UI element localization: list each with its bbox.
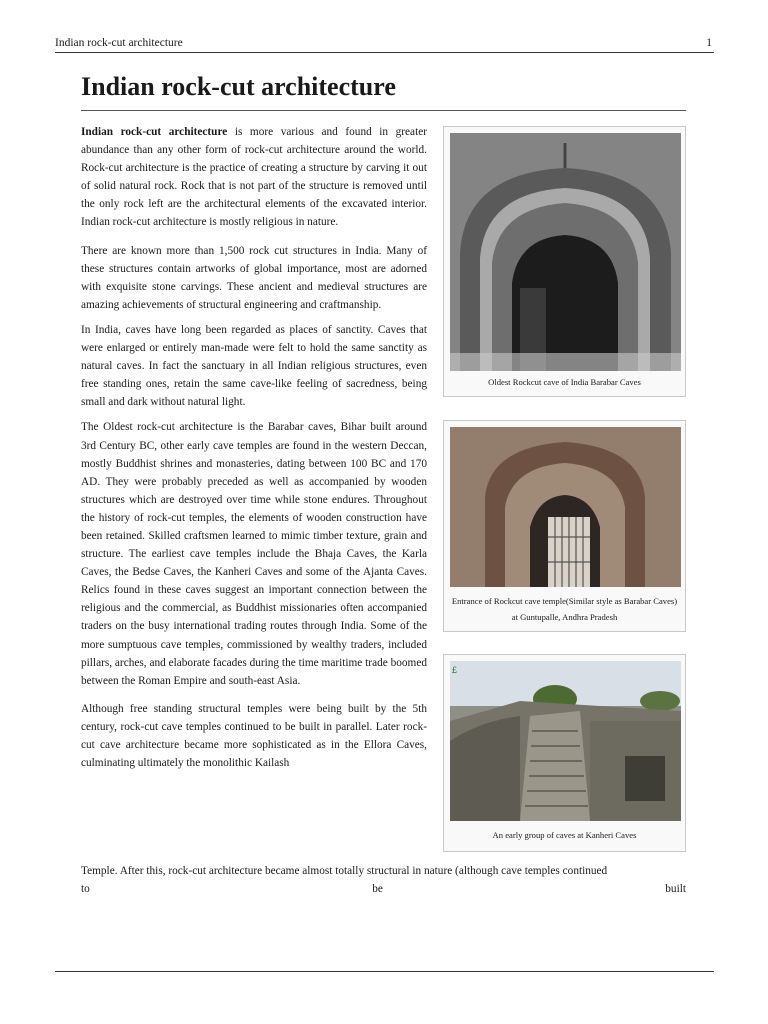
figure-caption: An early group of caves at Kanheri Caves — [492, 830, 637, 840]
intro-bold-term: Indian rock-cut architecture — [81, 126, 228, 138]
continued-last-line — [81, 880, 686, 898]
paragraph-history: The Oldest rock-cut architecture is the Barabar caves, Bihar built around 3rd Century BC, other early cave temples are found in the western Deccan, mostly Buddhist shrines and monasteries, dating between 100 BC and 170 AD. They were probably preceded as well as accompanied by wooden structures which are destroyed over time while stone endures. Throughout the history of rock-cut temples, the elements of wooden construction have been retained. Skilled craftsmen learned to mimic timber texture, grain and structure. The earliest cave temples include the Bhaja Caves, the Karla Caves, the Bedse Caves, the Kanheri Caves and some of the Ajanta Caves. Relics found in these caves suggest an important connection between the religious and the commercial, as Buddhist missionaries often accompanied traders on the busy international trading routes through India. Some of the more sumptuous cave temples, commissioned by wealthy traders, included pillars, arches, and elaborate facades during the time maritime trade boomed between the Roman Empire and south-east Asia. — [81, 421, 427, 687]
figure-caption: Oldest Rockcut cave of India Barabar Caves — [488, 377, 641, 387]
paragraph-sanctity: In India, caves have long been regarded as places of sanctity. Caves that were enlarged or entirely man-made were felt to hold the same sanctity as natural caves. In fact the sanctuary in all Indian religious structures, even free standing ones, retain the same cave-like feeling of sacredness, being small and dark without natural light. — [81, 323, 427, 409]
last-word-2: be — [372, 883, 383, 896]
paragraph-count: There are known more than 1,500 rock cut structures in India. Many of these structures contain artworks of global importance, most are adorned with exquisite stone carvings. These ancient and medieval structures are amazing achievements of structural engineering and craftmanship. — [81, 244, 427, 311]
running-header-title: Indian rock-cut architecture — [55, 37, 183, 49]
paragraph-later: Although free standing structural temples were being built by the 5th century, rock-cut cave temples continued to be built in parallel. Later rock-cut cave architecture became more sophisticated as in the Ellora Caves, culminating ultimately the monolithic Kailash — [81, 702, 427, 770]
barabar-cave-photo[interactable] — [450, 133, 681, 371]
last-word-3: built — [665, 883, 686, 896]
article-body — [81, 123, 427, 779]
paragraph-intro — [81, 123, 427, 232]
kanheri-photo[interactable] — [450, 661, 681, 821]
page-title: Indian rock-cut architecture — [81, 70, 686, 111]
footer-rule — [55, 971, 714, 972]
last-word-1: to — [81, 883, 90, 896]
figure-caption: Entrance of Rockcut cave temple(Similar style as Barabar Caves) at Guntupalle, Andhra Pradesh — [451, 596, 678, 622]
continued-line: Temple. After this, rock-cut architecture became almost totally structural in nature (although cave temples continued — [81, 865, 608, 877]
running-header — [55, 36, 714, 53]
paragraph-later-continued — [81, 862, 686, 898]
page-number: 1 — [706, 37, 712, 49]
svg-text:£: £ — [452, 665, 458, 675]
figure-barabar-caves — [443, 126, 686, 397]
guntupalle-photo[interactable] — [450, 427, 681, 587]
figure-guntupalle-temple — [443, 420, 686, 632]
figure-kanheri-caves — [443, 654, 686, 852]
intro-text: is more various and found in greater abundance than any other form of rock-cut architecture around the world. Rock-cut architecture is the practice of creating a structure by carving it out of solid natural rock. Rock that is not part of the structure is removed until the only rock left are the architectural elements of the excavated interior. Indian rock-cut architecture is mostly religious in nature. — [81, 126, 427, 229]
